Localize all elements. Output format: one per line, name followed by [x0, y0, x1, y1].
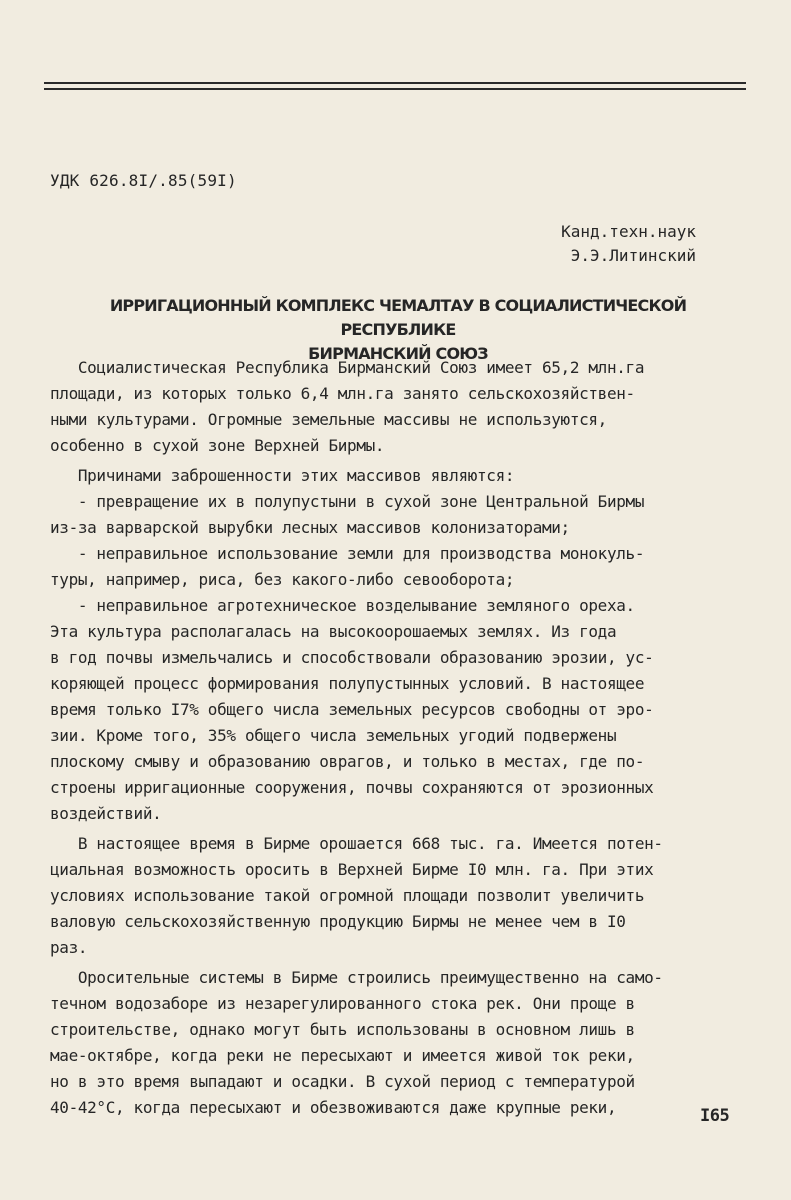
author-degree: Канд.техн.наук: [561, 222, 696, 241]
body-line: мае-октябре, когда реки не пересыхают и имеется живой ток реки,: [50, 1046, 635, 1065]
body-line: - неправильное агротехническое возделывание земляного ореха.: [50, 596, 635, 615]
body-line: плоскому смыву и образованию оврагов, и только в местах, где по-: [50, 752, 645, 771]
body-line: коряющей процесс формирования полупустынных условий. В настоящее: [50, 674, 645, 693]
title-line: БИРМАНСКИЙ СОЮЗ: [308, 344, 488, 363]
body-line: туры, например, риса, без какого-либо севооборота;: [50, 570, 515, 589]
body-line: строены ирригационные сооружения, почвы сохраняются от эрозионных: [50, 778, 654, 797]
body-line: циальная возможность оросить в Верхней Бирме I0 млн. га. При этих: [50, 860, 654, 879]
body-line: раз.: [50, 938, 88, 957]
body-line: Эта культура располагалась на высокоорошаемых землях. Из года: [50, 622, 617, 641]
body-line: в год почвы измельчались и способствовали образованию эрозии, ус-: [50, 648, 654, 667]
body-line: ными культурами. Огромные земельные массивы не используются,: [50, 410, 607, 429]
body-line: зии. Кроме того, 35% общего числа земельных угодий подвержены: [50, 726, 617, 745]
header-rule-top: [44, 82, 746, 84]
body-line: из-за варварской вырубки лесных массивов колонизаторами;: [50, 518, 570, 537]
body-line: строительстве, однако могут быть использованы в основном лишь в: [50, 1020, 635, 1039]
body-line: условиях использование такой огромной площади позволит увеличить: [50, 886, 645, 905]
body-line: - неправильное использование земли для производства монокуль-: [50, 544, 645, 563]
body-line: Социалистическая Республика Бирманский Союз имеет 65,2 млн.га: [50, 358, 645, 377]
title-line: ИРРИГАЦИОННЫЙ КОМПЛЕКС ЧЕМАЛТАУ В СОЦИАЛИСТИЧЕСКОЙ РЕСПУБЛИКЕ: [109, 296, 687, 339]
body-line: валовую сельскохозяйственную продукцию Бирмы не менее чем в I0: [50, 912, 626, 931]
author-name: Э.Э.Литинский: [570, 246, 696, 265]
body-line: Оросительные системы в Бирме строились преимущественно на само-: [50, 968, 663, 987]
body-line: время только I7% общего числа земельных ресурсов свободны от эро-: [50, 700, 654, 719]
body-line: площади, из которых только 6,4 млн.га занято сельскохозяйствен-: [50, 384, 635, 403]
article-body: [50, 355, 750, 1121]
body-line: 40-42°С, когда пересыхают и обезвоживаются даже крупные реки,: [50, 1098, 617, 1117]
page-number: I65: [700, 1106, 730, 1126]
header-rule-bottom: [44, 88, 746, 90]
body-line: течном водозаборе из незарегулированного стока рек. Они проще в: [50, 994, 635, 1013]
body-line: воздействий.: [50, 804, 162, 823]
body-line: но в это время выпадают и осадки. В сухой период с температурой: [50, 1072, 635, 1091]
body-line: особенно в сухой зоне Верхней Бирмы.: [50, 436, 385, 455]
body-line: Причинами заброшенности этих массивов являются:: [50, 466, 515, 485]
udc-code: УДК 626.8I/.85(59I): [50, 171, 237, 190]
body-line: - превращение их в полупустыни в сухой зоне Центральной Бирмы: [50, 492, 645, 511]
body-line: В настоящее время в Бирме орошается 668 тыс. га. Имеется потен-: [50, 834, 663, 853]
